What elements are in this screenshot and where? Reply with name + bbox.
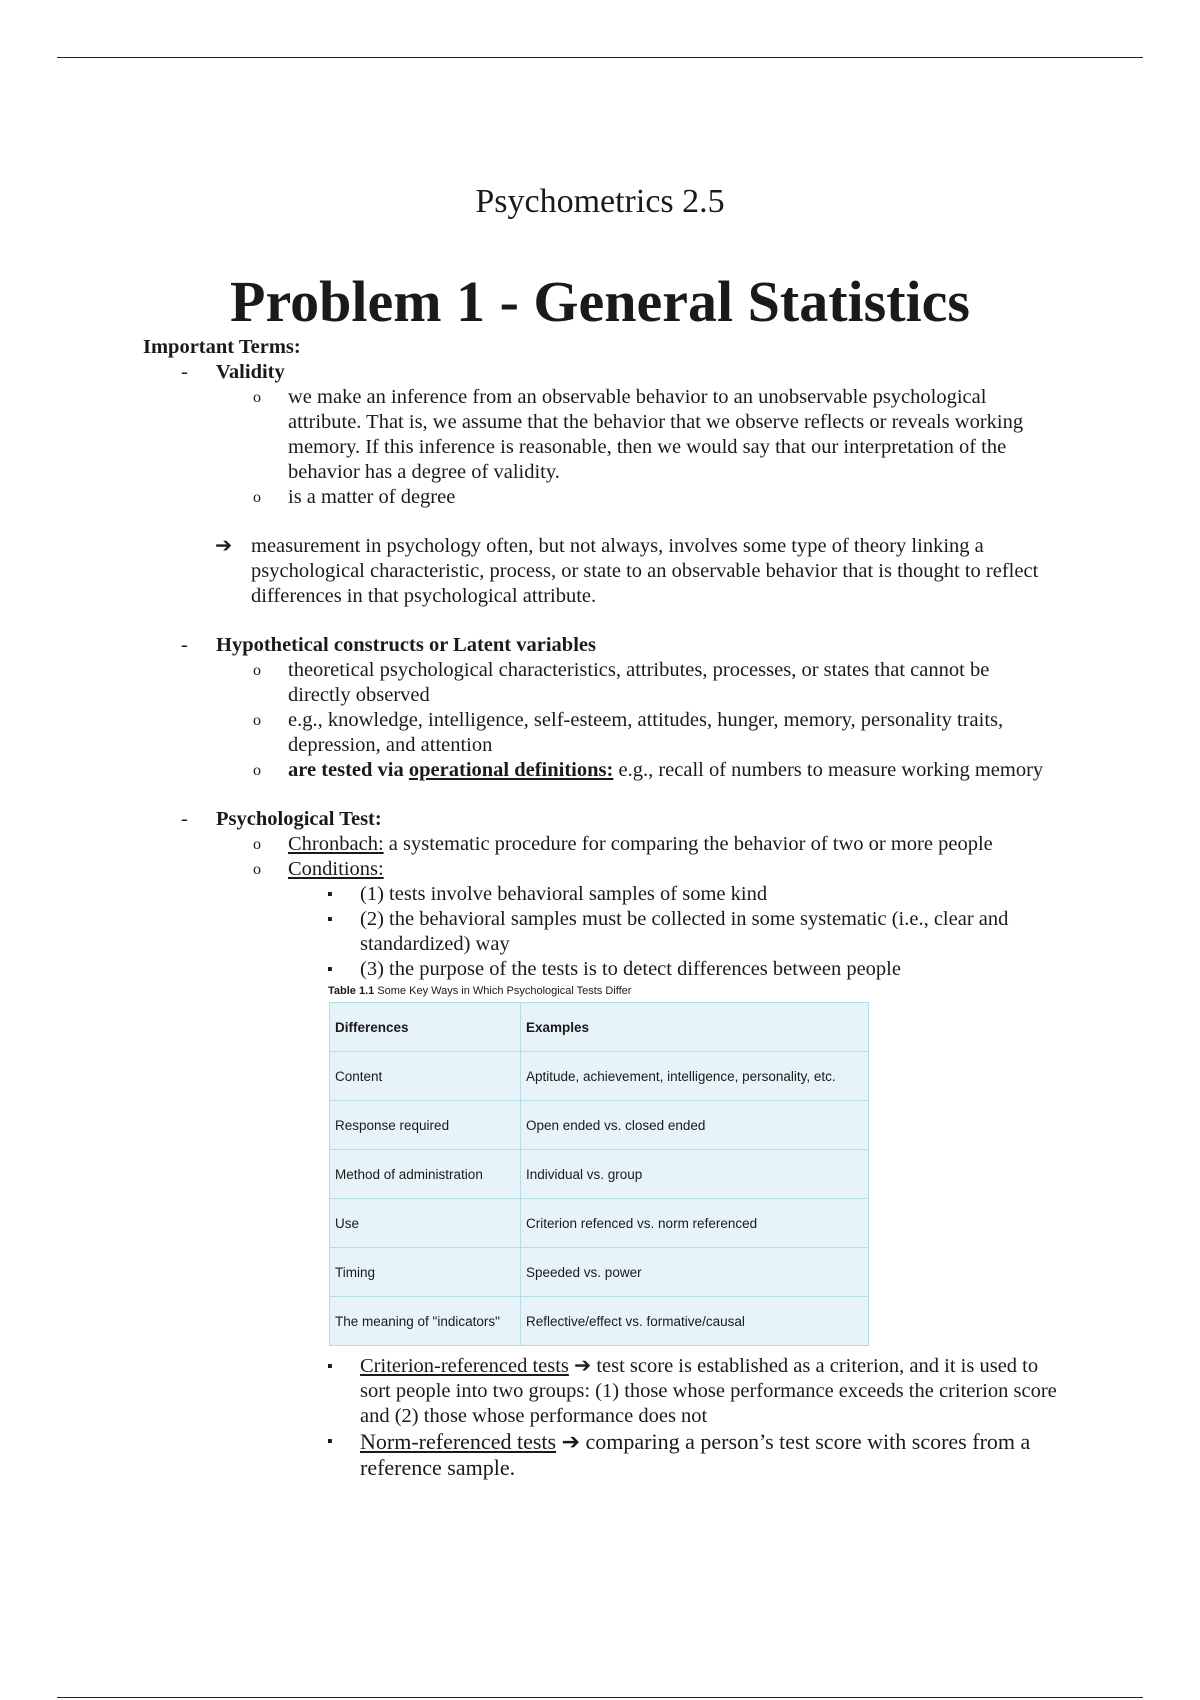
table-cell: Method of administration — [330, 1150, 521, 1199]
constructs-point — [253, 758, 1053, 783]
op-def-term: operational definitions: — [408, 759, 614, 781]
arrow-right-icon: ➔ — [215, 535, 233, 557]
validity-arrow-note — [215, 534, 1061, 609]
table-row — [330, 1297, 869, 1346]
condition-item — [327, 957, 1060, 982]
top-rule — [57, 57, 1143, 58]
table-header-cell: Differences — [330, 1003, 521, 1052]
square-bullet-icon: ▪ — [327, 1433, 333, 1450]
key-differences-table — [329, 1002, 869, 1346]
chronbach-label: Chronbach: — [288, 833, 384, 855]
bottom-rule — [57, 1697, 1143, 1698]
document-body — [0, 335, 1200, 1481]
table-caption-text: Some Key Ways in Which Psychological Tests Differ — [374, 985, 632, 997]
table-cell: Aptitude, achievement, intelligence, personality, etc. — [521, 1052, 869, 1101]
criterion-text: test score is established as a criterion, and it is used to sort people into two groups: (1) those whose performance exceeds the criterion score and (2) those whose performance does not — [360, 1355, 1057, 1427]
circle-bullet-icon: o — [253, 489, 261, 506]
dash-marker: - — [181, 808, 188, 830]
conditions-label: Conditions: — [288, 858, 384, 880]
table-cell: Speeded vs. power — [521, 1248, 869, 1297]
table-cell: Use — [330, 1199, 521, 1248]
table-cell: Reflective/effect vs. formative/causal — [521, 1297, 869, 1346]
condition-item — [327, 907, 1060, 957]
important-terms-heading: Important Terms: — [143, 336, 301, 358]
table-header-row — [330, 1003, 869, 1052]
constructs-point — [253, 658, 1053, 708]
circle-bullet-icon: o — [253, 389, 261, 406]
norm-referenced-item — [327, 1429, 1060, 1481]
norm-term: Norm-referenced tests — [360, 1429, 557, 1454]
validity-point — [253, 385, 1053, 485]
square-bullet-icon: ▪ — [327, 886, 333, 903]
constructs-item — [181, 633, 1086, 658]
constructs-point-text: theoretical psychological characteristics, attributes, processes, or states that cannot be directly observed — [288, 659, 990, 706]
table-header-cell: Examples — [521, 1003, 869, 1052]
table-row — [330, 1199, 869, 1248]
circle-bullet-icon: o — [253, 762, 261, 779]
arrow-right-icon: ➔ — [561, 1429, 581, 1454]
condition-text: (1) tests involve behavioral samples of some kind — [360, 883, 768, 905]
conditions-point — [253, 857, 1053, 882]
table-cell: Response required — [330, 1101, 521, 1150]
constructs-point-text: e.g., knowledge, intelligence, self-esteem, attitudes, hunger, memory, personality traits, depression, and attention — [288, 709, 1004, 756]
arrow-note-text: measurement in psychology often, but not always, involves some type of theory linking a psychological characteristic, process, or state to an observable behavior that is thought to reflect differences in that psychological attribute. — [251, 535, 1039, 607]
circle-bullet-icon: o — [253, 861, 261, 878]
op-def-rest: e.g., recall of numbers to measure working memory — [613, 759, 1044, 781]
table-caption — [328, 984, 1200, 998]
validity-point — [253, 485, 1053, 510]
chronbach-point — [253, 832, 1053, 857]
arrow-right-icon: ➔ — [574, 1355, 592, 1377]
constructs-point — [253, 708, 1053, 758]
dash-marker: - — [181, 361, 188, 383]
document-subtitle: Psychometrics 2.5 — [475, 183, 725, 220]
square-bullet-icon: ▪ — [327, 1358, 333, 1375]
table-row — [330, 1150, 869, 1199]
op-def-lead: are tested via — [288, 759, 409, 781]
chronbach-text: a systematic procedure for comparing the behavior of two or more people — [383, 833, 993, 855]
square-bullet-icon: ▪ — [327, 911, 333, 928]
circle-bullet-icon: o — [253, 712, 261, 729]
validity-item — [181, 360, 1086, 385]
table-cell: Open ended vs. closed ended — [521, 1101, 869, 1150]
table-cell: Timing — [330, 1248, 521, 1297]
circle-bullet-icon: o — [253, 836, 261, 853]
psych-test-item — [181, 807, 1086, 832]
table-cell: Criterion refenced vs. norm referenced — [521, 1199, 869, 1248]
square-bullet-icon: ▪ — [327, 961, 333, 978]
table-row — [330, 1052, 869, 1101]
table-caption-number: Table 1.1 — [328, 985, 375, 997]
table-row — [330, 1248, 869, 1297]
psych-test-label: Psychological Test: — [216, 808, 382, 830]
table-cell: Individual vs. group — [521, 1150, 869, 1199]
circle-bullet-icon: o — [253, 662, 261, 679]
validity-label: Validity — [216, 361, 285, 383]
table-cell: The meaning of "indicators" — [330, 1297, 521, 1346]
dash-marker: - — [181, 634, 188, 656]
table-row — [330, 1101, 869, 1150]
criterion-referenced-item — [327, 1354, 1060, 1429]
condition-text: (2) the behavioral samples must be collected in some systematic (i.e., clear and standardized) way — [360, 908, 1009, 955]
document-title: Problem 1 - General Statistics — [230, 269, 970, 334]
table-cell: Content — [330, 1052, 521, 1101]
condition-text: (3) the purpose of the tests is to detect differences between people — [360, 958, 901, 980]
criterion-term: Criterion-referenced tests — [360, 1355, 569, 1377]
norm-text: comparing a person’s test score with scores from a reference sample. — [360, 1429, 1031, 1480]
validity-point-text: is a matter of degree — [288, 486, 456, 508]
condition-item — [327, 882, 1060, 907]
constructs-label: Hypothetical constructs or Latent variables — [216, 634, 596, 656]
validity-point-text: we make an inference from an observable behavior to an unobservable psychological attribute. That is, we assume that the behavior that we observe reflects or reveals working memory. If this inference is reasonable, then we would say that our interpretation of the behavior has a degree of validity. — [288, 386, 1024, 483]
